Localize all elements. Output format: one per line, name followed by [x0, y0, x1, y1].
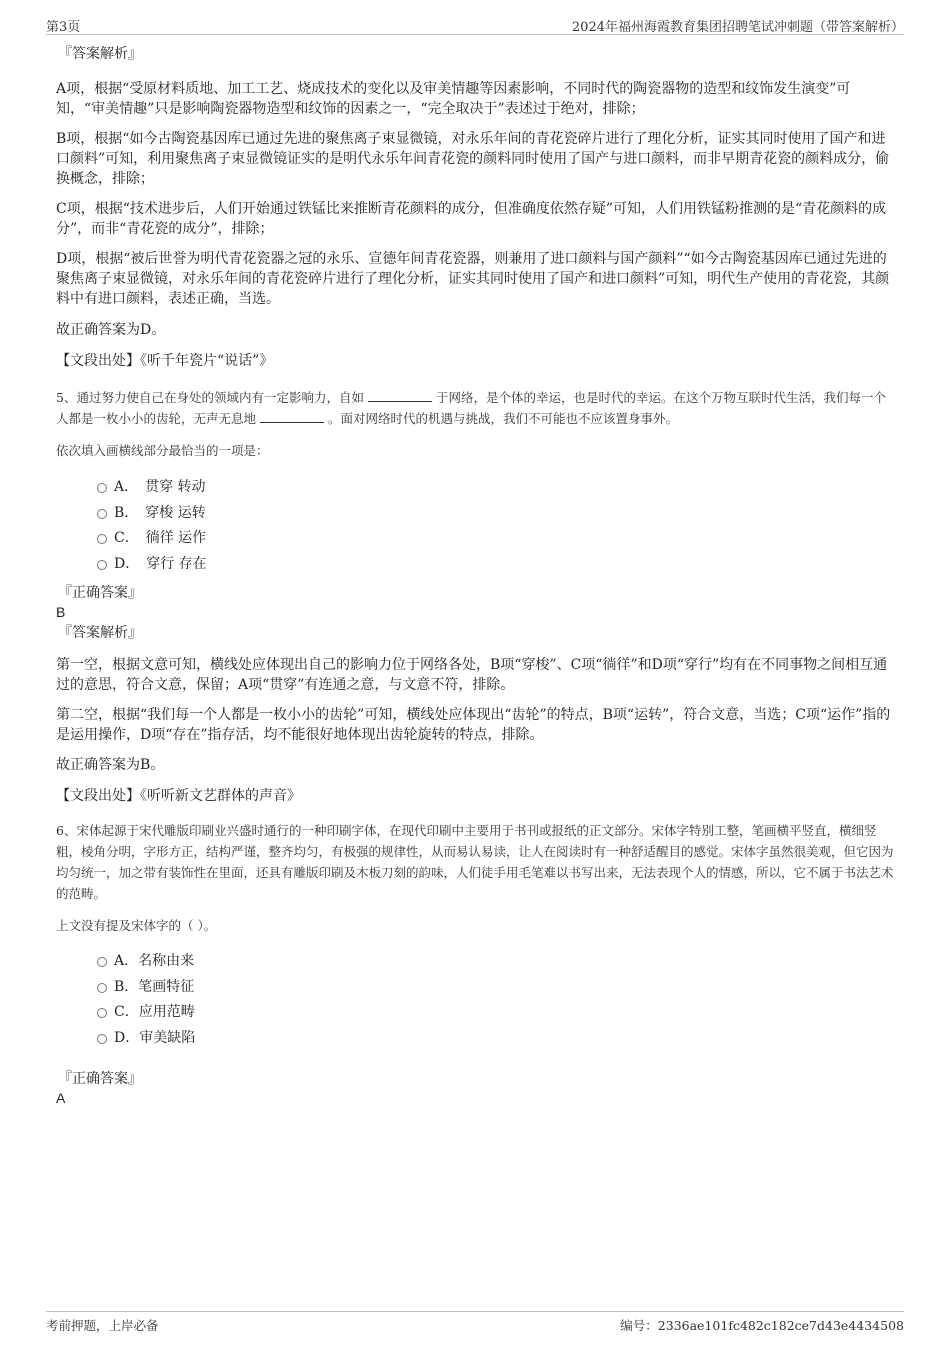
q5-option-a[interactable]	[56, 477, 894, 503]
radio-icon[interactable]	[97, 560, 107, 570]
q5-prompt: 依次填入画横线部分最恰当的一项是：	[56, 443, 269, 458]
document-serial: 编号：2336ae101fc482c182ce7d43e4434508	[620, 1318, 904, 1333]
q6-option-a[interactable]	[56, 951, 894, 977]
q6-prompt: 上文没有提及宋体字的（ ）。	[56, 918, 217, 933]
radio-icon[interactable]	[97, 1008, 107, 1018]
footer-slogan: 考前押题，上岸必备	[46, 1318, 159, 1333]
radio-icon[interactable]	[97, 483, 107, 493]
q5-correct-answer: B	[56, 604, 66, 620]
radio-icon[interactable]	[97, 957, 107, 967]
document-title: 2024年福州海霞教育集团招聘笔试冲刺题（带答案解析）	[571, 20, 904, 35]
q6-correct-label: 『正确答案』	[58, 1071, 142, 1087]
q6-option-d[interactable]	[56, 1028, 894, 1054]
q5-analysis-label: 『答案解析』	[58, 625, 142, 641]
q5-option-b[interactable]	[56, 503, 894, 529]
q4-analysis-label: 『答案解析』	[58, 46, 142, 62]
q5-conclusion: 故正确答案为B。	[56, 757, 165, 773]
q5-analysis-1: 第一空，根据文意可知，横线处应体现出自己的影响力位于网络各处，B项“穿梭”、C项“徜徉”和D项“穿行”均有在不同事物之间相互通过的意思，符合文意，保留；A项“贯穿”有连通之意，与文意不符，排除。	[56, 657, 888, 693]
q5-stem-part-b: 于网络，是个体的幸运，也是时代的幸运。在这个万物互联时代生活，我们每一个人都是一枚小小的齿轮，无声无息地	[56, 390, 886, 426]
radio-icon[interactable]	[97, 983, 107, 993]
q6-option-a-label: A．名称由来	[114, 953, 195, 969]
q5-blank-1	[368, 389, 432, 402]
page-content	[56, 44, 894, 1107]
q6-option-d-label: D．审美缺陷	[114, 1029, 196, 1046]
q4-analysis-c: C项，根据“技术进步后，人们开始通过铁锰比来推断青花颜料的成分，但准确度依然存疑”可知，人们用铁锰粉推测的是“青花颜料的成分”，而非“青花瓷的成分”，排除；	[56, 201, 887, 237]
q6-correct-answer: A	[56, 1090, 66, 1106]
page-header	[46, 14, 904, 35]
q4-analysis-b: B项，根据“如今古陶瓷基因库已通过先进的聚焦离子束显微镜，对永乐年间的青花瓷碎片进行了理化分析，证实其同时使用了国产和进口颜料”可知，利用聚焦离子束显微镜证实的是明代永乐年间青花瓷的颜料同时使用了国产与进口颜料，而非早期青花瓷的颜料成分，偷换概念，排除；	[56, 131, 890, 187]
q5-options	[56, 477, 894, 579]
q5-option-c-label: C． 徜徉 运作	[114, 530, 207, 546]
q5-option-a-label: A． 贯穿 转动	[114, 479, 206, 495]
q5-analysis-2: 第二空，根据“我们每一个人都是一枚小小的齿轮”可知，横线处应体现出“齿轮”的特点，B项“运转”，符合文意，当选；C项“运作”指的是运用操作，D项“存在”指存活，均不能很好地体现出齿轮旋转的特点，排除。	[56, 707, 891, 743]
q5-stem	[56, 387, 894, 429]
radio-icon[interactable]	[97, 509, 107, 519]
q5-source: 【文段出处】《听听新文艺群体的声音》	[56, 788, 301, 804]
page-footer	[46, 1311, 904, 1336]
radio-icon[interactable]	[97, 1034, 107, 1044]
q5-option-d-label: D． 穿行 存在	[114, 555, 207, 572]
q5-stem-part-a: 5、通过努力使自己在身处的领域内有一定影响力，自如	[56, 390, 364, 405]
page-number: 第3页	[46, 20, 81, 35]
q6-option-b-label: B．笔画特征	[114, 978, 195, 995]
q5-option-b-label: B． 穿梭 运转	[114, 504, 206, 521]
q5-stem-part-c: 。面对网络时代的机遇与挑战，我们不可能也不应该置身事外。	[327, 411, 678, 426]
q5-option-c[interactable]	[56, 528, 894, 554]
q5-correct-label: 『正确答案』	[58, 585, 142, 601]
q5-option-d[interactable]	[56, 554, 894, 580]
q6-option-c[interactable]	[56, 1002, 894, 1028]
q5-blank-2	[260, 410, 324, 423]
q6-options	[56, 951, 894, 1053]
q6-option-b[interactable]	[56, 977, 894, 1003]
q4-analysis-d: D项，根据“被后世誉为明代青花瓷器之冠的永乐、宣德年间青花瓷器，则兼用了进口颜料与国产颜料”“如今古陶瓷基因库已通过先进的聚焦离子束显微镜，对永乐年间的青花瓷碎片进行了理化分析，证实其同时使用了国产和进口颜料”可知，明代生产使用的青花瓷，其颜料中有进口颜料，表述正确，当选。	[56, 251, 890, 307]
q4-conclusion: 故正确答案为D。	[56, 322, 166, 338]
q6-option-c-label: C．应用范畴	[114, 1004, 195, 1020]
radio-icon[interactable]	[97, 534, 107, 544]
q4-source: 【文段出处】《听千年瓷片“说话”》	[56, 353, 274, 369]
q4-analysis-a: A项，根据“受原材料质地、加工工艺、烧成技术的变化以及审美情趣等因素影响，不同时代的陶瓷器物的造型和纹饰发生演变”可知，“审美情趣”只是影响陶瓷器物造型和纹饰的因素之一，“完全取决于”表述过于绝对，排除；	[56, 81, 851, 117]
q6-stem: 6、宋体起源于宋代雕版印刷业兴盛时通行的一种印刷字体，在现代印刷中主要用于书刊或报纸的正文部分。宋体字特别工整，笔画横平竖直，横细竖粗，棱角分明，字形方正，结构严谨，整齐均匀，有极强的规律性，从而易认易读，让人在阅读时有一种舒适醒目的感觉。宋体字虽然很美观，但它因为均匀统一，加之带有装饰性在里面，还具有雕版印刷及木板刀刻的韵味，人们徒手用毛笔难以书写出来，无法表现个人的情感，所以，它不属于书法艺术的范畴。	[56, 823, 894, 901]
